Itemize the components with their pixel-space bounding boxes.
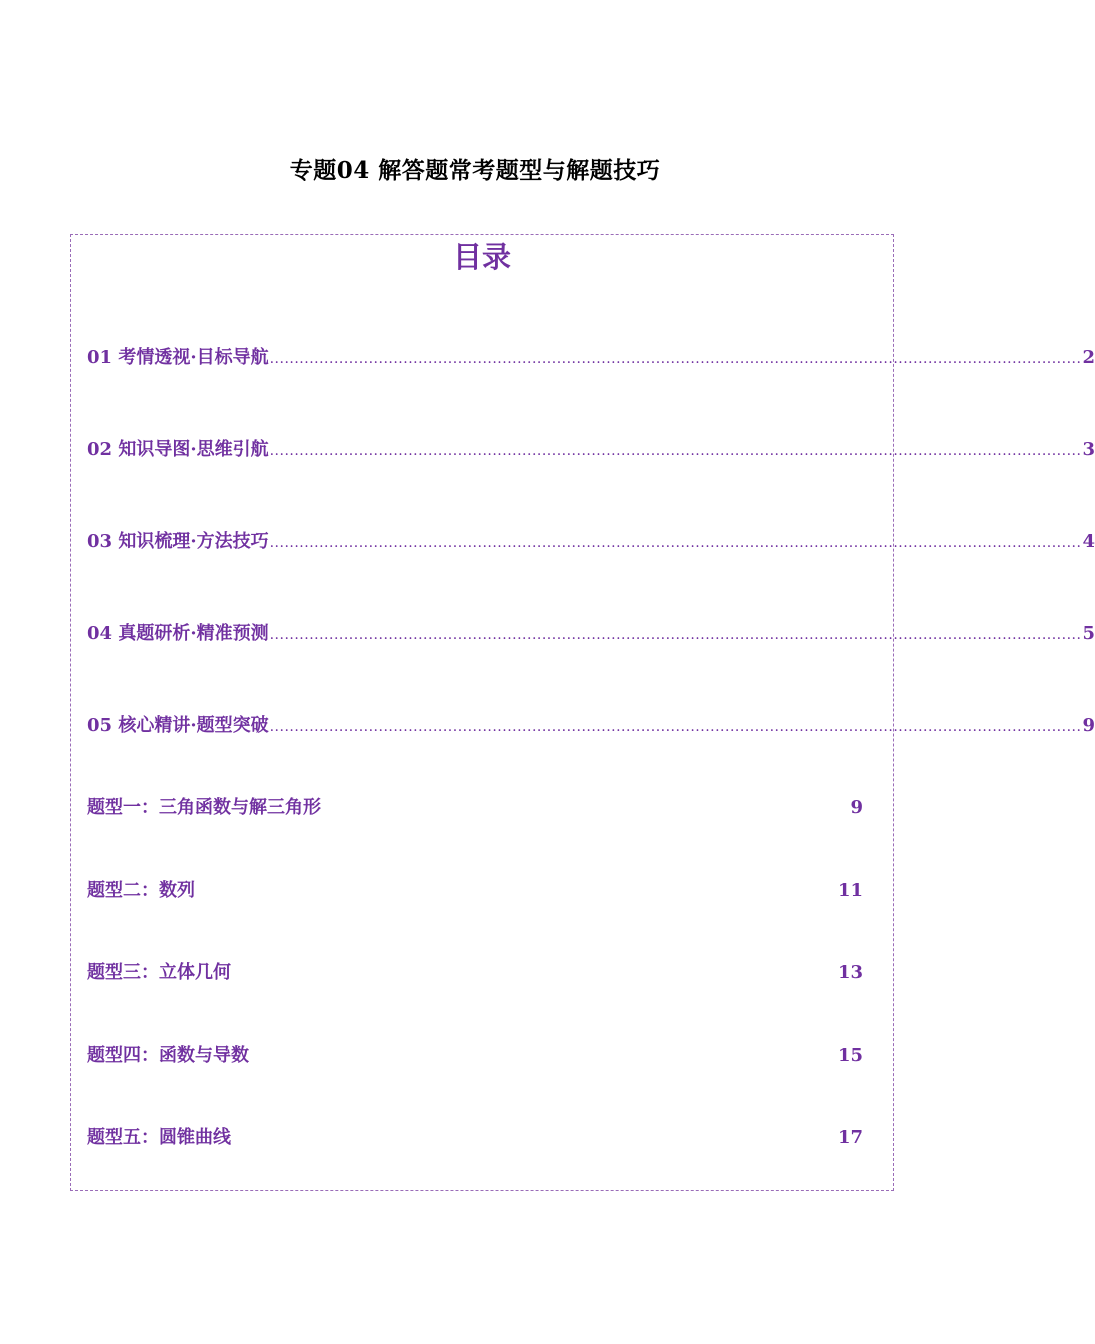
table-of-contents [70,234,1095,1191]
toc-leader-dots: .................................................................................................................................................................... [269,627,1082,643]
toc-item-page: 17 [837,1127,863,1148]
toc-item-label: 题型一：三角函数与解三角形 [87,797,321,818]
toc-item-page: 15 [837,1045,863,1066]
toc-item-page: 4 [1082,531,1095,552]
toc-item-page: 9 [1082,715,1095,736]
toc-heading: 目录 [452,240,511,274]
document-title: 专题04 解答题常考题型与解题技巧 [289,157,661,184]
toc-item-type-2[interactable] [87,876,863,904]
toc-item-label: 题型二：数列 [87,880,195,901]
toc-item-overview[interactable] [87,343,1095,371]
toc-item-methods[interactable] [87,527,1095,555]
toc-item-page: 2 [1082,347,1095,368]
toc-leader-dots: .................................................................................................................................................................... [269,719,1082,735]
toc-item-page: 9 [850,797,863,818]
toc-leader-dots: .................................................................................................................................................................... [269,351,1082,367]
toc-item-label: 04 真题研析·精准预测 [87,623,269,644]
toc-item-label: 01 考情透视·目标导航 [87,347,269,368]
toc-item-type-1[interactable] [87,793,863,821]
toc-item-page: 13 [837,962,863,983]
toc-item-label: 题型四：函数与导数 [87,1045,249,1066]
toc-item-page: 3 [1082,439,1095,460]
toc-leader-dots: .................................................................................................................................................................... [269,443,1082,459]
toc-item-label: 题型五：圆锥曲线 [87,1127,231,1148]
toc-item-label: 题型三：立体几何 [87,962,231,983]
toc-item-label: 02 知识导图·思维引航 [87,439,269,460]
toc-item-mindmap[interactable] [87,435,1095,463]
toc-item-page: 5 [1082,623,1095,644]
toc-item-past-exams[interactable] [87,619,1095,647]
toc-item-type-4[interactable] [87,1041,863,1069]
toc-item-core-lectures[interactable] [87,711,1095,739]
toc-item-label: 05 核心精讲·题型突破 [87,715,269,736]
toc-item-type-3[interactable] [87,958,863,986]
toc-item-type-5[interactable] [87,1123,863,1151]
toc-item-label: 03 知识梳理·方法技巧 [87,531,269,552]
toc-leader-dots: .................................................................................................................................................................... [269,535,1082,551]
toc-item-page: 11 [837,880,863,901]
